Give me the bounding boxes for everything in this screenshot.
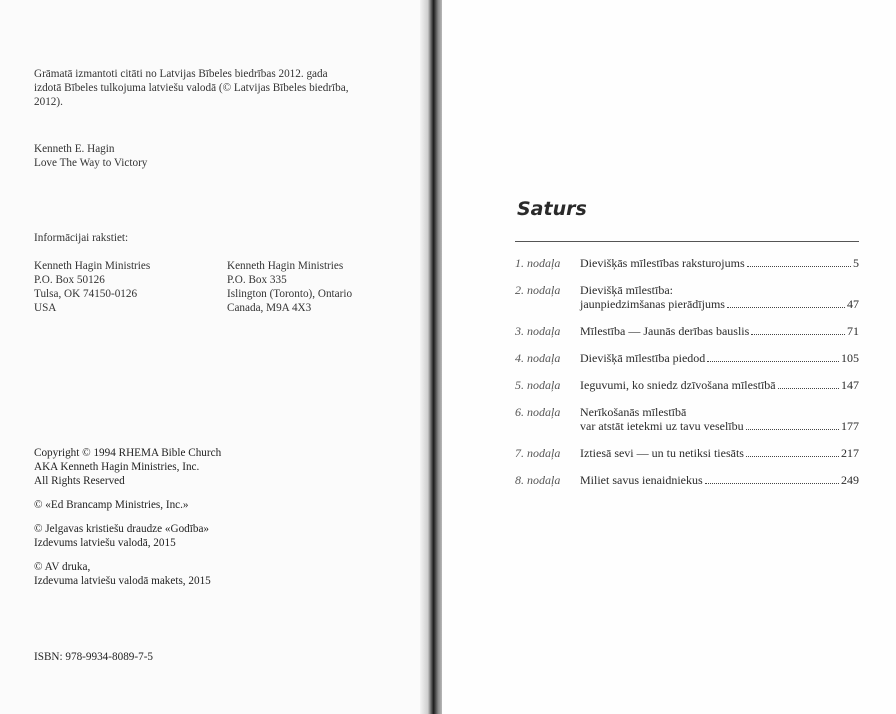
toc-page-number: 147 xyxy=(841,378,859,392)
address-usa xyxy=(34,259,150,315)
copyright-line: Copyright © 1994 RHEMA Bible Church xyxy=(34,447,222,459)
toc-chapter-number: 6. nodaļa xyxy=(515,405,561,419)
toc-chapter-title: Dievišķā mīlestība piedod xyxy=(580,351,706,365)
toc-page-number: 217 xyxy=(841,446,859,460)
toc-leader-dots xyxy=(727,307,845,308)
copyright-line: © «Ed Brancamp Ministries, Inc.» xyxy=(34,499,189,511)
toc-chapter-title: var atstāt ietekmi uz tavu veselību xyxy=(580,419,744,433)
toc-entry xyxy=(515,324,859,338)
toc-leader-dots xyxy=(746,456,839,457)
address-line: P.O. Box 50126 xyxy=(34,274,105,286)
citation-note xyxy=(34,67,384,109)
toc-leader-dots xyxy=(778,388,839,389)
toc-leader-dots xyxy=(747,266,851,267)
toc-entry xyxy=(515,446,859,460)
info-label xyxy=(34,231,128,245)
copyright-line: © Jelgavas kristiešu draudze «Godība» xyxy=(34,523,210,535)
toc-chapter-number: 5. nodaļa xyxy=(515,378,561,392)
toc-chapter-number: 4. nodaļa xyxy=(515,351,561,365)
copyright-line: Izdevums latviešu valodā, 2015 xyxy=(34,537,176,549)
info-label-text: Informācijai rakstiet: xyxy=(34,232,129,244)
copyright-line: All Rights Reserved xyxy=(34,475,125,487)
toc-entry xyxy=(515,378,859,392)
toc-entry xyxy=(515,283,859,311)
toc-chapter-title: Dievišķā mīlestība: xyxy=(580,283,673,297)
toc-leader-dots xyxy=(746,429,839,430)
toc-leader-dots xyxy=(707,361,839,362)
toc-entry xyxy=(515,405,859,433)
original-book-info xyxy=(34,142,147,170)
citation-line: izdotā Bībeles tulkojuma latviešu valodā (© Latvijas Bībeles biedrība, xyxy=(34,82,349,94)
citation-line: 2012). xyxy=(34,96,63,108)
toc-chapter-title: Nerīkošanās mīlestībā xyxy=(580,405,687,419)
isbn: ISBN: 978-9934-8089-7-5 xyxy=(34,651,154,663)
copyright-line: Izdevuma latviešu valodā makets, 2015 xyxy=(34,575,211,587)
author-name: Kenneth E. Hagin xyxy=(34,143,115,155)
address-canada xyxy=(227,259,352,315)
toc-chapter-title: Mīlestība — Jaunās derības bauslis xyxy=(580,324,750,338)
address-line: Islington (Toronto), Ontario xyxy=(227,288,353,300)
toc-divider xyxy=(515,241,859,242)
toc-page-number: 47 xyxy=(847,297,859,311)
toc-page-number: 71 xyxy=(847,324,859,338)
toc-page-number: 249 xyxy=(841,473,859,487)
toc-chapter-title: Dievišķās mīlestības raksturojums xyxy=(580,256,745,270)
address-line: Kenneth Hagin Ministries xyxy=(34,260,151,272)
address-line: USA xyxy=(34,302,57,314)
toc-page-number: 105 xyxy=(841,351,859,365)
toc-entry xyxy=(515,351,859,365)
copyright-line: AKA Kenneth Hagin Ministries, Inc. xyxy=(34,461,200,473)
table-of-contents xyxy=(515,256,859,500)
toc-page-number: 177 xyxy=(841,419,859,433)
copyright-block xyxy=(34,446,221,588)
toc-chapter-title: Ieguvumi, ko sniedz dzīvošana mīlestībā xyxy=(580,378,776,392)
toc-title: Saturs xyxy=(517,198,587,220)
toc-entry xyxy=(515,473,859,487)
original-title: Love The Way to Victory xyxy=(34,157,148,169)
toc-entry xyxy=(515,256,859,270)
toc-chapter-number: 1. nodaļa xyxy=(515,256,561,270)
toc-chapter-number: 2. nodaļa xyxy=(515,283,561,297)
toc-leader-dots xyxy=(751,334,845,335)
toc-chapter-title: Iztiesā sevi — un tu netiksi tiesāts xyxy=(580,446,744,460)
toc-chapter-title: Miliet savus ienaidniekus xyxy=(580,473,703,487)
address-line: Kenneth Hagin Ministries xyxy=(227,260,344,272)
citation-line: Grāmatā izmantoti citāti no Latvijas Bībeles biedrības 2012. gada xyxy=(34,68,328,80)
left-page xyxy=(0,0,426,714)
copyright-line: © AV druka, xyxy=(34,561,91,573)
toc-chapter-number: 8. nodaļa xyxy=(515,473,561,487)
toc-chapter-title: jaunpiedzimšanas pierādījums xyxy=(580,297,725,311)
toc-leader-dots xyxy=(705,483,839,484)
toc-page-number: 5 xyxy=(853,256,859,270)
address-line: Canada, M9A 4X3 xyxy=(227,302,312,314)
address-line: P.O. Box 335 xyxy=(227,274,287,286)
toc-chapter-number: 3. nodaļa xyxy=(515,324,561,338)
toc-chapter-number: 7. nodaļa xyxy=(515,446,561,460)
address-line: Tulsa, OK 74150-0126 xyxy=(34,288,138,300)
